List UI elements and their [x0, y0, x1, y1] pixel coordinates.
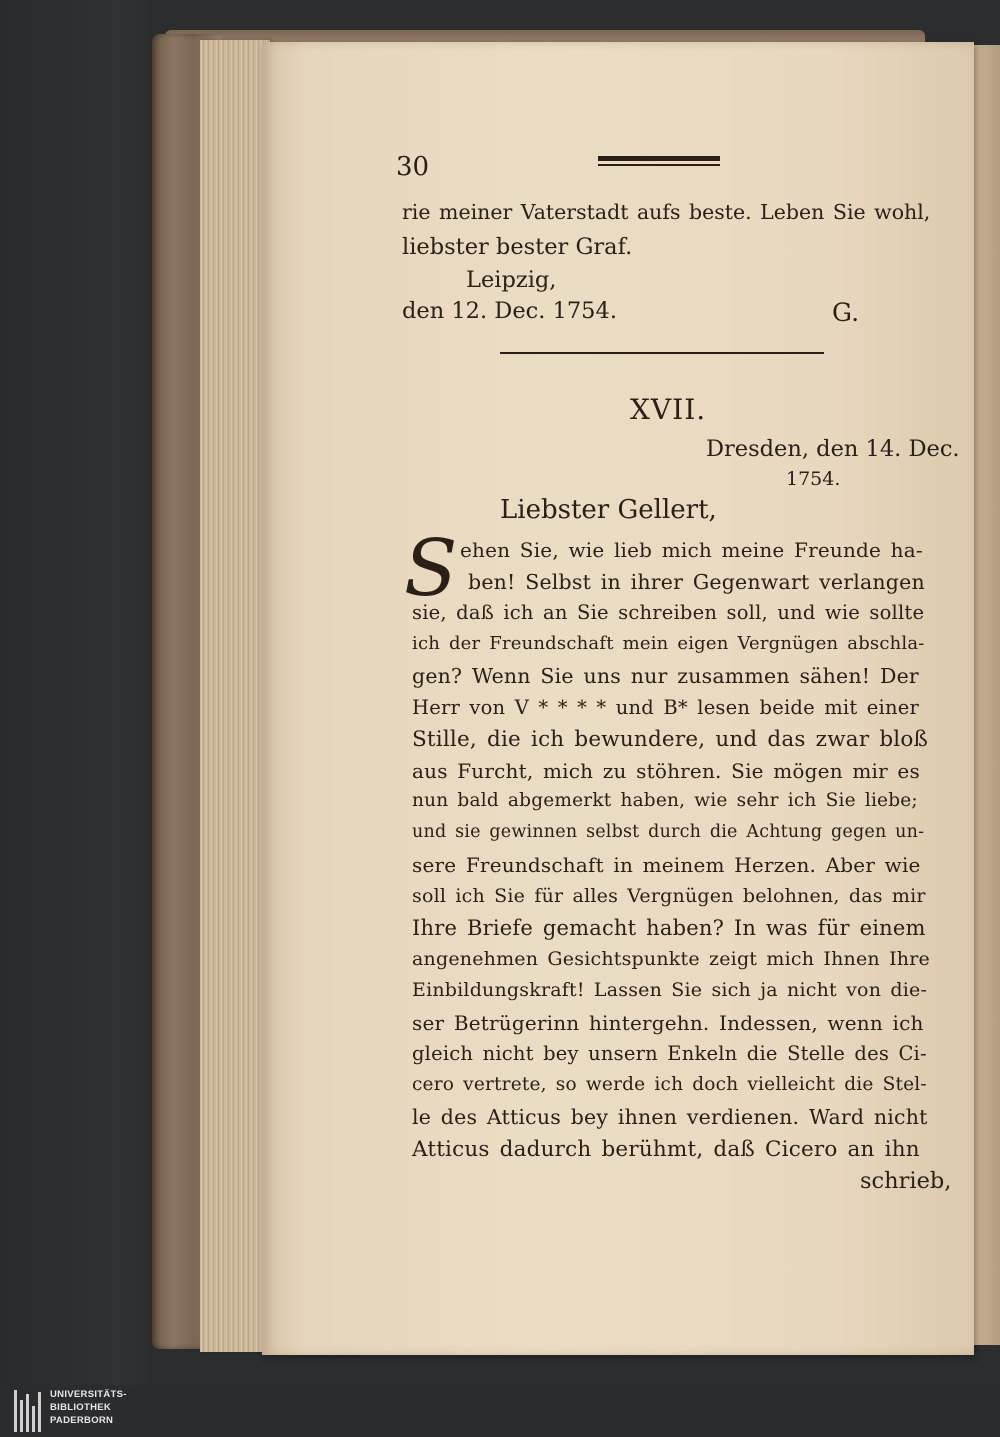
text-line: den 12. Dec. 1754. — [402, 298, 617, 324]
section-rule — [500, 352, 824, 354]
logo-line-3: PADERBORN — [50, 1415, 114, 1426]
body-line: und sie gewinnen selbst durch die Achtung gegen un- — [412, 821, 925, 842]
body-line: ser Betrügerinn hintergehn. Indessen, wenn ich — [412, 1010, 924, 1035]
body-line: soll ich Sie für alles Vergnügen belohnen, das mir — [412, 884, 926, 907]
body-line: Ihre Briefe gemacht haben? In was für einem — [412, 916, 926, 940]
body-line: aus Furcht, mich zu stöhren. Sie mögen mir es — [412, 758, 920, 783]
logo-line-2: BIBLIOTHEK — [50, 1402, 112, 1413]
text-line: rie meiner Vaterstadt aufs beste. Leben Sie wohl, — [402, 200, 931, 224]
body-line: cero vertrete, so werde ich doch vielleicht die Stel- — [412, 1073, 927, 1095]
header-rule — [598, 156, 720, 166]
page-edges — [200, 40, 270, 1352]
letter-place-date: Dresden, den 14. Dec. — [706, 436, 960, 462]
body-line: Herr von V * * * * und B* lesen beide mit einer — [412, 695, 919, 719]
page-right-edge — [970, 45, 1000, 1345]
catchword: schrieb, — [860, 1168, 952, 1194]
text-line: Leipzig, — [466, 267, 557, 293]
letter-numeral: XVII. — [630, 393, 707, 426]
body-line: nun bald abgemerkt haben, wie sehr ich Sie liebe; — [412, 790, 918, 811]
logo-line-1: UNIVERSITÄTS- — [50, 1389, 127, 1400]
text-line: liebster bester Graf. — [402, 234, 633, 260]
body-line: sere Freundschaft in meinem Herzen. Aber wie — [412, 853, 921, 877]
body-line: sie, daß ich an Sie schreiben soll, und wie sollte — [412, 601, 925, 624]
letter-year: 1754. — [786, 468, 841, 490]
body-line: ben! Selbst in ihrer Gegenwart verlangen — [468, 569, 925, 594]
body-line: Atticus dadurch berühmt, daß Cicero an ihn — [412, 1136, 920, 1162]
body-line: Stille, die ich bewundere, und das zwar bloß — [412, 727, 929, 752]
page-number: 30 — [396, 152, 430, 182]
body-line: gleich nicht bey unsern Enkeln die Stelle des Ci- — [412, 1042, 927, 1065]
drop-cap: S — [404, 524, 458, 614]
body-line: ich der Freundschaft mein eigen Vergnügen abschla- — [412, 632, 925, 654]
body-line: angenehmen Gesichtspunkte zeigt mich Ihnen Ihre — [412, 947, 930, 970]
body-line: Einbildungskraft! Lassen Sie sich ja nicht von die- — [412, 979, 928, 1001]
salutation: Liebster Gellert, — [500, 495, 717, 525]
body-line: gen? Wenn Sie uns nur zusammen sähen! Der — [412, 664, 919, 688]
footer-bar — [0, 1385, 1000, 1437]
body-line: ehen Sie, wie lieb mich meine Freunde ha- — [460, 538, 923, 562]
signature: G. — [832, 298, 860, 327]
body-line: le des Atticus bey ihnen verdienen. Ward nicht — [412, 1105, 928, 1129]
